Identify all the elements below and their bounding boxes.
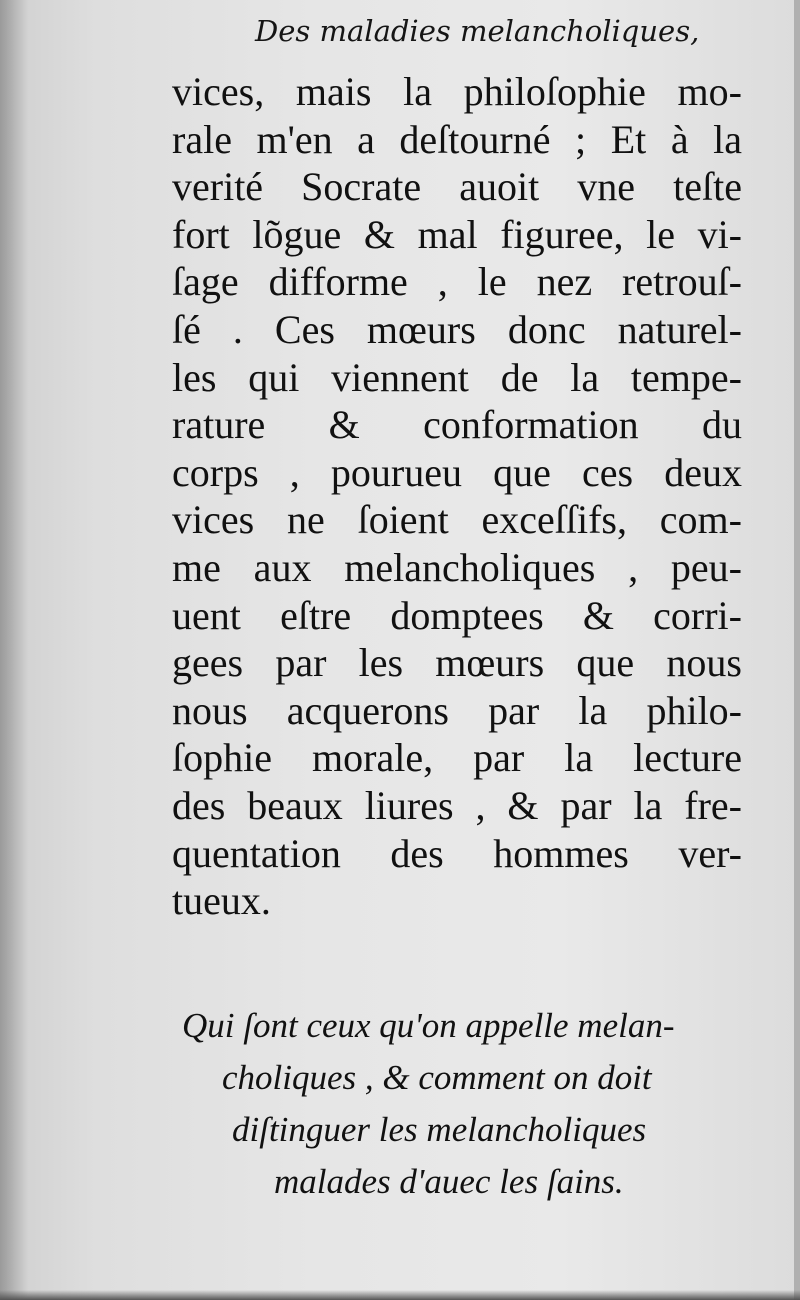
text-line: ſé . Ces mœurs donc naturel-: [172, 306, 742, 352]
text-line: vices ne ſoient exceſſifs, com-: [172, 497, 742, 543]
text-line: fort lõgue & mal figuree, le vi-: [172, 211, 742, 257]
heading-line: choliques , & comment on doit: [222, 1058, 652, 1097]
body-text: [172, 68, 742, 925]
text-line: me aux melancholiques , peu-: [172, 544, 742, 590]
heading-line: malades d'auec les ſains.: [274, 1162, 624, 1201]
text-line: rature & conformation du: [172, 402, 742, 448]
section-heading: [182, 1000, 747, 1208]
text-line: corps , pourueu que ces deux: [172, 449, 742, 495]
page-edge: [794, 0, 800, 1300]
text-line: uent eſtre domptees & corri-: [172, 592, 742, 638]
running-head: Des maladies melancholiques,: [255, 14, 700, 48]
text-line: des beaux liures , & par la fre-: [172, 782, 742, 828]
heading-line: diſtinguer les melancholiques: [232, 1110, 647, 1149]
text-line: gees par les mœurs que nous: [172, 640, 742, 686]
text-line: ſophie morale, par la lecture: [172, 735, 742, 781]
text-line: vices, mais la philoſophie mo-: [172, 69, 742, 114]
text-line: verité Socrate auoit vne teſte: [172, 164, 742, 210]
text-line: ſage difforme , le nez retrouſ-: [172, 259, 742, 305]
page-bottom-edge: [0, 1290, 800, 1300]
text-line: tueux.: [172, 878, 271, 924]
text-line: rale m'en a deſtourné ; Et à la: [172, 116, 742, 162]
text-line: nous acquerons par la philo-: [172, 687, 742, 733]
text-line: quentation des hommes ver-: [172, 830, 742, 876]
gutter-shadow: [0, 0, 28, 1300]
text-line: les qui viennent de la tempe-: [172, 354, 742, 400]
heading-line: Qui ſont ceux qu'on appelle melan-: [182, 1006, 675, 1045]
